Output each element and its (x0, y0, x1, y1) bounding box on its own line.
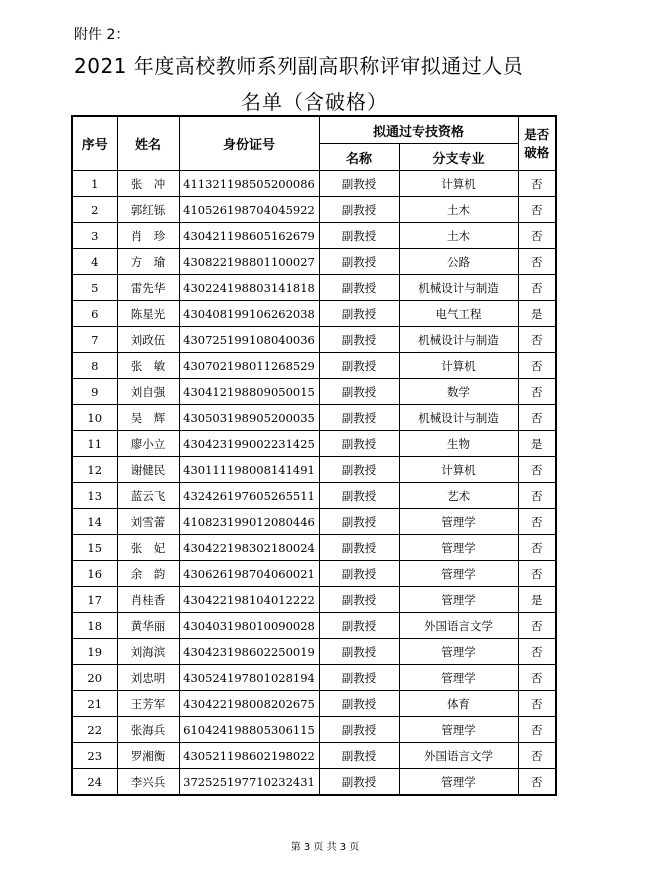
cell-exception: 否 (518, 483, 556, 509)
cell-title: 副教授 (319, 301, 399, 327)
cell-seq: 7 (72, 327, 117, 353)
header-seq: 序号 (72, 116, 117, 171)
cell-id: 432426197605265511 (179, 483, 319, 509)
cell-branch: 计算机 (399, 171, 518, 197)
cell-name: 刘自强 (117, 379, 179, 405)
cell-seq: 24 (72, 769, 117, 796)
cell-name: 罗湘衡 (117, 743, 179, 769)
cell-id: 430403198010090028 (179, 613, 319, 639)
cell-id: 430524197801028194 (179, 665, 319, 691)
table-row (72, 483, 556, 509)
cell-branch: 外国语言文学 (399, 743, 518, 769)
cell-exception: 否 (518, 457, 556, 483)
document-subtitle: 名单（含破格） (241, 90, 388, 114)
cell-title: 副教授 (319, 639, 399, 665)
header-id: 身份证号 (179, 116, 319, 171)
cell-exception: 否 (518, 405, 556, 431)
table-row (72, 197, 556, 223)
table-body (72, 171, 556, 796)
cell-exception: 否 (518, 353, 556, 379)
cell-seq: 20 (72, 665, 117, 691)
cell-title: 副教授 (319, 327, 399, 353)
cell-id: 430422198008202675 (179, 691, 319, 717)
table-row (72, 457, 556, 483)
cell-branch: 外国语言文学 (399, 613, 518, 639)
cell-title: 副教授 (319, 613, 399, 639)
cell-branch: 管理学 (399, 665, 518, 691)
cell-branch: 体育 (399, 691, 518, 717)
header-qual-branch: 分支专业 (399, 144, 518, 171)
table-row (72, 743, 556, 769)
table-row (72, 639, 556, 665)
cell-branch: 生物 (399, 431, 518, 457)
header-exception: 是否破格 (518, 116, 556, 171)
cell-title: 副教授 (319, 171, 399, 197)
table-row (72, 769, 556, 796)
cell-exception: 否 (518, 197, 556, 223)
cell-exception: 否 (518, 743, 556, 769)
cell-seq: 3 (72, 223, 117, 249)
cell-name: 雷先华 (117, 275, 179, 301)
cell-title: 副教授 (319, 717, 399, 743)
table-row (72, 405, 556, 431)
cell-title: 副教授 (319, 379, 399, 405)
cell-id: 430421198605162679 (179, 223, 319, 249)
cell-name: 刘海滨 (117, 639, 179, 665)
cell-id: 430702198011268529 (179, 353, 319, 379)
cell-exception: 是 (518, 587, 556, 613)
cell-id: 430412198809050015 (179, 379, 319, 405)
table-row (72, 613, 556, 639)
cell-id: 411321198505200086 (179, 171, 319, 197)
cell-seq: 2 (72, 197, 117, 223)
cell-id: 410823199012080446 (179, 509, 319, 535)
cell-id: 430822198801100027 (179, 249, 319, 275)
cell-seq: 18 (72, 613, 117, 639)
cell-branch: 土木 (399, 197, 518, 223)
cell-branch: 管理学 (399, 769, 518, 796)
cell-exception: 否 (518, 769, 556, 796)
cell-branch: 数学 (399, 379, 518, 405)
candidates-table (71, 115, 557, 796)
table-row (72, 223, 556, 249)
table-row (72, 665, 556, 691)
cell-id: 430503198905200035 (179, 405, 319, 431)
cell-name: 张 妃 (117, 535, 179, 561)
cell-name: 廖小立 (117, 431, 179, 457)
cell-seq: 1 (72, 171, 117, 197)
cell-name: 蓝云飞 (117, 483, 179, 509)
cell-branch: 管理学 (399, 535, 518, 561)
cell-id: 430423199002231425 (179, 431, 319, 457)
cell-seq: 17 (72, 587, 117, 613)
table-row (72, 353, 556, 379)
table-row (72, 327, 556, 353)
header-qual-name: 名称 (319, 144, 399, 171)
cell-branch: 机械设计与制造 (399, 275, 518, 301)
cell-title: 副教授 (319, 691, 399, 717)
cell-branch: 管理学 (399, 509, 518, 535)
table-row (72, 379, 556, 405)
cell-branch: 土木 (399, 223, 518, 249)
cell-name: 张 敏 (117, 353, 179, 379)
cell-name: 张 冲 (117, 171, 179, 197)
table-row (72, 717, 556, 743)
cell-seq: 5 (72, 275, 117, 301)
cell-seq: 6 (72, 301, 117, 327)
cell-exception: 否 (518, 171, 556, 197)
table-row (72, 587, 556, 613)
cell-title: 副教授 (319, 509, 399, 535)
cell-seq: 11 (72, 431, 117, 457)
cell-seq: 12 (72, 457, 117, 483)
cell-seq: 19 (72, 639, 117, 665)
table-row (72, 509, 556, 535)
cell-name: 张海兵 (117, 717, 179, 743)
cell-branch: 计算机 (399, 457, 518, 483)
cell-name: 方 瑜 (117, 249, 179, 275)
cell-title: 副教授 (319, 665, 399, 691)
cell-name: 陈星光 (117, 301, 179, 327)
cell-seq: 15 (72, 535, 117, 561)
header-name: 姓名 (117, 116, 179, 171)
cell-name: 刘忠明 (117, 665, 179, 691)
table-row (72, 561, 556, 587)
cell-seq: 23 (72, 743, 117, 769)
page-number: 第 3 页 共 3 页 (290, 842, 360, 853)
cell-exception: 是 (518, 431, 556, 457)
cell-title: 副教授 (319, 743, 399, 769)
cell-name: 黄华丽 (117, 613, 179, 639)
cell-name: 李兴兵 (117, 769, 179, 796)
table-row (72, 431, 556, 457)
cell-name: 刘政伍 (117, 327, 179, 353)
cell-exception: 否 (518, 249, 556, 275)
cell-title: 副教授 (319, 353, 399, 379)
cell-id: 372525197710232431 (179, 769, 319, 796)
cell-branch: 机械设计与制造 (399, 405, 518, 431)
cell-seq: 13 (72, 483, 117, 509)
cell-title: 副教授 (319, 275, 399, 301)
cell-exception: 否 (518, 717, 556, 743)
cell-id: 430111198008141491 (179, 457, 319, 483)
table-row (72, 275, 556, 301)
table-row (72, 171, 556, 197)
cell-seq: 21 (72, 691, 117, 717)
cell-id: 430725199108040036 (179, 327, 319, 353)
cell-exception: 否 (518, 223, 556, 249)
cell-id: 410526198704045922 (179, 197, 319, 223)
cell-seq: 4 (72, 249, 117, 275)
cell-branch: 公路 (399, 249, 518, 275)
cell-id: 430626198704060021 (179, 561, 319, 587)
cell-branch: 机械设计与制造 (399, 327, 518, 353)
cell-seq: 10 (72, 405, 117, 431)
cell-branch: 计算机 (399, 353, 518, 379)
cell-id: 430422198302180024 (179, 535, 319, 561)
table-row (72, 249, 556, 275)
cell-seq: 9 (72, 379, 117, 405)
table-row (72, 691, 556, 717)
cell-title: 副教授 (319, 197, 399, 223)
cell-branch: 管理学 (399, 587, 518, 613)
cell-seq: 16 (72, 561, 117, 587)
cell-title: 副教授 (319, 483, 399, 509)
table-row (72, 301, 556, 327)
cell-id: 430408199106262038 (179, 301, 319, 327)
cell-id: 430224198803141818 (179, 275, 319, 301)
cell-exception: 否 (518, 275, 556, 301)
cell-title: 副教授 (319, 587, 399, 613)
cell-exception: 否 (518, 561, 556, 587)
table-row (72, 535, 556, 561)
cell-branch: 电气工程 (399, 301, 518, 327)
cell-title: 副教授 (319, 223, 399, 249)
cell-name: 肖 珍 (117, 223, 179, 249)
cell-exception: 否 (518, 379, 556, 405)
cell-id: 430423198602250019 (179, 639, 319, 665)
cell-branch: 艺术 (399, 483, 518, 509)
cell-seq: 14 (72, 509, 117, 535)
attachment-label: 附件 2： (74, 27, 130, 43)
cell-seq: 22 (72, 717, 117, 743)
cell-title: 副教授 (319, 431, 399, 457)
cell-name: 刘雪蕾 (117, 509, 179, 535)
cell-exception: 否 (518, 691, 556, 717)
cell-branch: 管理学 (399, 561, 518, 587)
cell-id: 430422198104012222 (179, 587, 319, 613)
cell-exception: 否 (518, 665, 556, 691)
cell-id: 430521198602198022 (179, 743, 319, 769)
cell-name: 余 韵 (117, 561, 179, 587)
document-title: 2021 年度高校教师系列副高职称评审拟通过人员 (74, 54, 524, 78)
cell-exception: 否 (518, 639, 556, 665)
cell-title: 副教授 (319, 769, 399, 796)
cell-name: 郭红铄 (117, 197, 179, 223)
cell-name: 吴 辉 (117, 405, 179, 431)
cell-exception: 否 (518, 327, 556, 353)
cell-branch: 管理学 (399, 717, 518, 743)
cell-name: 王芳军 (117, 691, 179, 717)
cell-branch: 管理学 (399, 639, 518, 665)
cell-title: 副教授 (319, 535, 399, 561)
cell-seq: 8 (72, 353, 117, 379)
cell-id: 610424198805306115 (179, 717, 319, 743)
cell-exception: 是 (518, 301, 556, 327)
cell-name: 肖桂香 (117, 587, 179, 613)
header-qualification: 拟通过专技资格 (319, 116, 518, 144)
cell-title: 副教授 (319, 249, 399, 275)
cell-title: 副教授 (319, 457, 399, 483)
cell-exception: 否 (518, 535, 556, 561)
cell-title: 副教授 (319, 561, 399, 587)
cell-exception: 否 (518, 613, 556, 639)
cell-exception: 否 (518, 509, 556, 535)
cell-name: 谢健民 (117, 457, 179, 483)
cell-title: 副教授 (319, 405, 399, 431)
